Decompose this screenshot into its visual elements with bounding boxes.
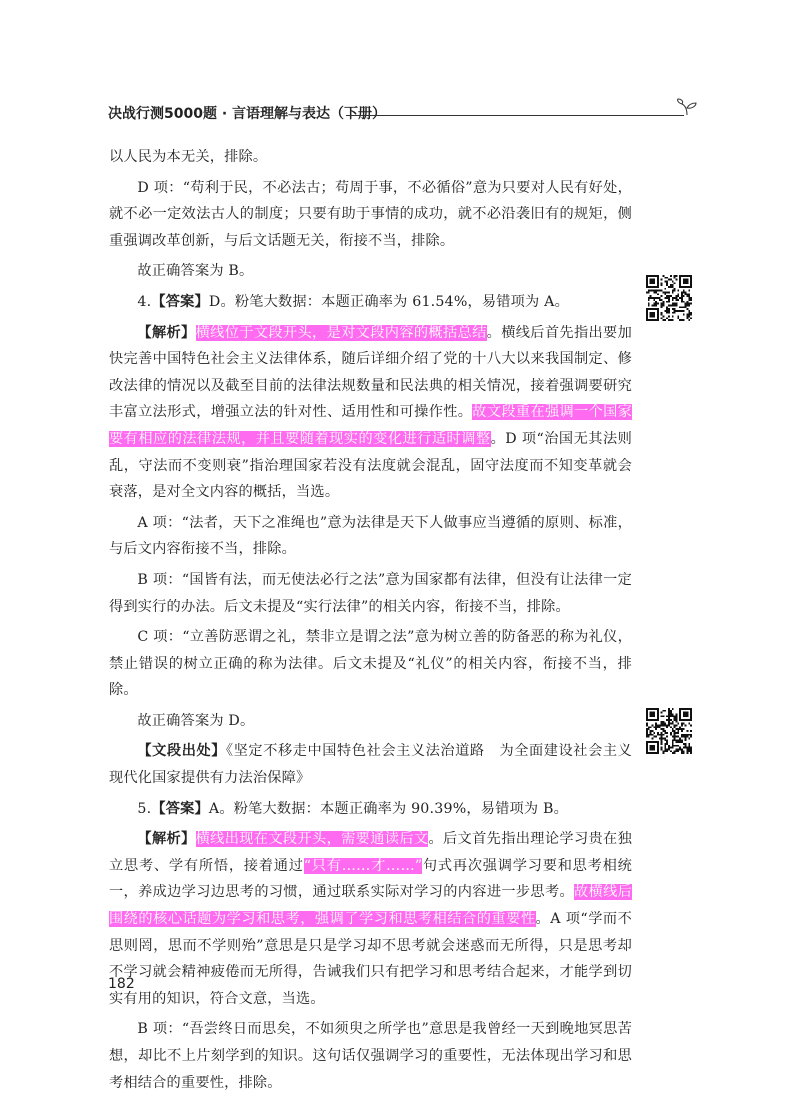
answer-explanations — [109, 144, 632, 1096]
body-text: 以人民为本无关，排除。 — [109, 149, 268, 165]
label-text: 【解析】 — [137, 324, 196, 341]
body-text: 故正确答案为 D。 — [137, 712, 255, 729]
highlighted-text: 横线出现在文段开头，需要通读后文 — [195, 831, 429, 848]
body-text: 4. — [137, 293, 152, 310]
body-text: A 项：“法者，天下之准绳也”意为法律是天下人做事应当遵循的原则、标准，与后文内容衔接不当，排除。 — [109, 514, 632, 558]
qr-code-icon[interactable] — [646, 708, 692, 754]
body-text: 《坚定不移走中国特色社会主义法治道路 为全面建设社会主义现代化国家提供有力法治保障》 — [109, 743, 632, 787]
body-text: 。A 项“学而不思则罔，思而不学则殆”意思是只是学习却不思考就会迷惑而无所得，只是思考却不学习就会精神疲倦而无所得，告诫我们只有把学习和思考结合起来，才能学到切实有用的知识，符合文意，当选。 — [109, 911, 632, 1007]
label-text: 【文段出处】 — [137, 743, 226, 760]
paragraph — [109, 510, 632, 563]
body-text: 。D 项“治国无其法则乱，守法而不变则衰”指治理国家若没有法度就会混乱，固守法度而不知变革就会衰落，是对全文内容的概括，当选。 — [109, 430, 633, 501]
source-citation — [109, 738, 632, 791]
body-text: 句式再次强调学习要和思考相统一，养成边学习边思考的习惯，通过联系实际对学习的内容进一步思考。 — [109, 857, 632, 901]
body-text: A。粉笔大数据：本题正确率为 90.39%，易错项为 B。 — [208, 800, 569, 817]
body-text: C 项：“立善防恶谓之礼，禁非立是谓之法”意为树立善的防备恶的称为礼仪，禁止错误的树立正确的称为法律。后文未提及“礼仪”的相关内容，衔接不当，排除。 — [109, 629, 632, 699]
paragraph — [109, 1016, 632, 1096]
paragraph — [109, 624, 632, 704]
body-text: D。粉笔大数据：本题正确率为 61.54%，易错项为 A。 — [208, 293, 569, 310]
book-title: 决战行测5000题 · 言语理解与表达（下册） — [108, 106, 387, 122]
body-text: 5. — [137, 800, 152, 817]
label-text: 【答案】 — [151, 800, 209, 817]
question-5-analysis — [109, 826, 632, 1012]
leaf-sprout-icon — [676, 98, 698, 116]
page-number: 182 — [108, 976, 135, 992]
body-text: 。后文首先指出理论学习贵在独立思考、学有所悟，接着通过 — [109, 831, 632, 874]
body-text: B 项：“吾尝终日而思矣，不如须臾之所学也”意思是我曾经一天到晚地冥思苦想，却比不上片刻学到的知识。这句话仅强调学习的重要性，无法体现出学习和思考相结合的重要性，排除。 — [109, 1021, 632, 1091]
qr-code-icon[interactable] — [646, 275, 692, 321]
label-text: 【答案】 — [151, 293, 209, 310]
question-5-answer — [109, 796, 632, 823]
highlighted-text: 故横线后围绕的核心话题为学习和思考，强调了学习和思考相结合的重要性 — [109, 884, 632, 928]
question-4-analysis — [109, 320, 632, 506]
paragraph — [109, 258, 632, 285]
header-rule — [346, 115, 684, 116]
body-text: 故正确答案为 B。 — [137, 263, 254, 280]
label-text: 【解析】 — [137, 831, 196, 848]
body-text: B 项：“国皆有法，而无使法必行之法”意为国家都有法律，但没有让法律一定得到实行的办法。后文未提及“实行法律”的相关内容，衔接不当，排除。 — [109, 571, 632, 615]
question-4-answer — [109, 289, 632, 316]
highlighted-text: 横线位于文段开头，是对文段内容的概括总结 — [195, 324, 487, 341]
highlighted-text: “只有……才……” — [303, 857, 423, 874]
paragraph — [109, 175, 632, 255]
paragraph — [109, 708, 632, 735]
paragraph — [109, 567, 632, 620]
page-header — [108, 104, 698, 130]
highlighted-text: 故文段重在强调一个国家要有相应的法律法规，并且要随着现实的变化进行适时调整 — [109, 404, 632, 447]
paragraph — [109, 144, 632, 171]
body-text: 。横线后首先指出要加快完善中国特色社会主义法律体系，随后详细介绍了党的十八大以来我国制定、修改法律的情况以及截至目前的法律法规数量和民法典的相关情况，接着强调要研究丰富立法形式，增强立法的针对性、适用性和可操作性。 — [109, 324, 632, 421]
body-text: D 项：“苟利于民，不必法古；苟周于事，不必循俗”意为只要对人民有好处，就不必一定效法古人的制度；只要有助于事情的成功，就不必沿袭旧有的规矩，侧重强调改革创新，与后文话题无关，衔接不当，排除。 — [109, 179, 632, 249]
